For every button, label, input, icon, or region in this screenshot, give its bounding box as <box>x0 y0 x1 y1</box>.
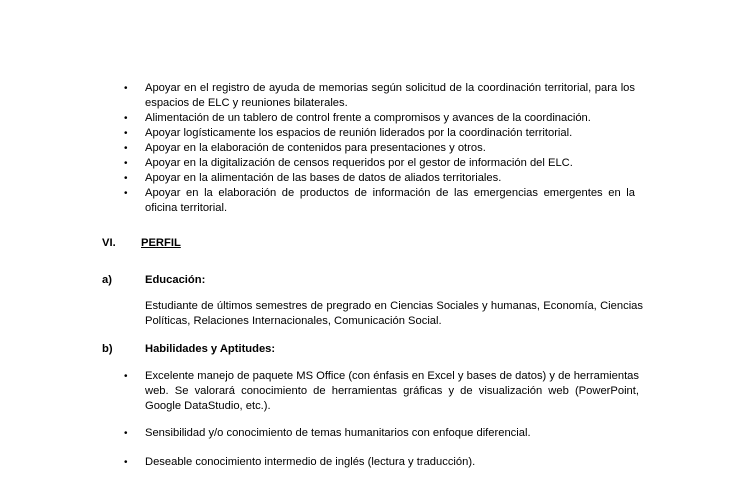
subsection-a-title: Educación: <box>145 274 206 286</box>
bullet-icon: • <box>124 188 128 199</box>
responsibilities-list <box>0 81 635 216</box>
list-item: • Apoyar en el registro de ayuda de memorias según solicitud de la coordinación territorial, para los espacios de ELC y reuniones bilaterales. <box>124 82 635 109</box>
bullet-icon: • <box>124 143 128 154</box>
subsection-a-letter: a) <box>102 274 112 286</box>
skills-list <box>0 369 639 414</box>
list-item: • Apoyar en la elaboración de contenidos para presentaciones y otros. <box>124 142 486 154</box>
subsection-b-title: Habilidades y Aptitudes: <box>145 343 276 355</box>
skills-list <box>0 426 639 441</box>
list-item: • Excelente manejo de paquete MS Office (con énfasis en Excel y bases de datos) y de herramientas web. Se valorará conocimiento de herramientas gráficas y de visualización web (PowerPoint, Google DataStudio, etc.). <box>124 370 639 412</box>
subsection-b-letter: b) <box>102 343 113 355</box>
education-paragraph: Estudiante de últimos semestres de pregrado en Ciencias Sociales y humanas, Economía, Ciencias Políticas, Relaciones Internacionales, Comunicación Social. <box>145 300 643 327</box>
list-item: • Apoyar en la elaboración de productos de información de las emergencias emergentes en la oficina territorial. <box>124 187 635 214</box>
bullet-icon: • <box>124 428 128 439</box>
section-number: VI. <box>102 237 116 249</box>
bullet-icon: • <box>124 83 128 94</box>
list-item: • Alimentación de un tablero de control frente a compromisos y avances de la coordinación. <box>124 112 591 124</box>
bullet-icon: • <box>124 371 128 382</box>
list-item: • Apoyar en la digitalización de censos requeridos por el gestor de información del ELC. <box>124 157 573 169</box>
list-item: • Deseable conocimiento intermedio de inglés (lectura y traducción). <box>124 456 476 468</box>
bullet-icon: • <box>124 457 128 468</box>
list-item: • Apoyar en la alimentación de las bases de datos de aliados territoriales. <box>124 172 502 184</box>
bullet-icon: • <box>124 128 128 139</box>
list-item: • Apoyar logísticamente los espacios de reunión liderados por la coordinación territorial. <box>124 127 573 139</box>
skills-list <box>0 455 639 470</box>
bullet-icon: • <box>124 113 128 124</box>
section-title: PERFIL <box>141 237 181 249</box>
list-item: • Sensibilidad y/o conocimiento de temas humanitarios con enfoque diferencial. <box>124 427 531 439</box>
bullet-icon: • <box>124 173 128 184</box>
bullet-icon: • <box>124 158 128 169</box>
